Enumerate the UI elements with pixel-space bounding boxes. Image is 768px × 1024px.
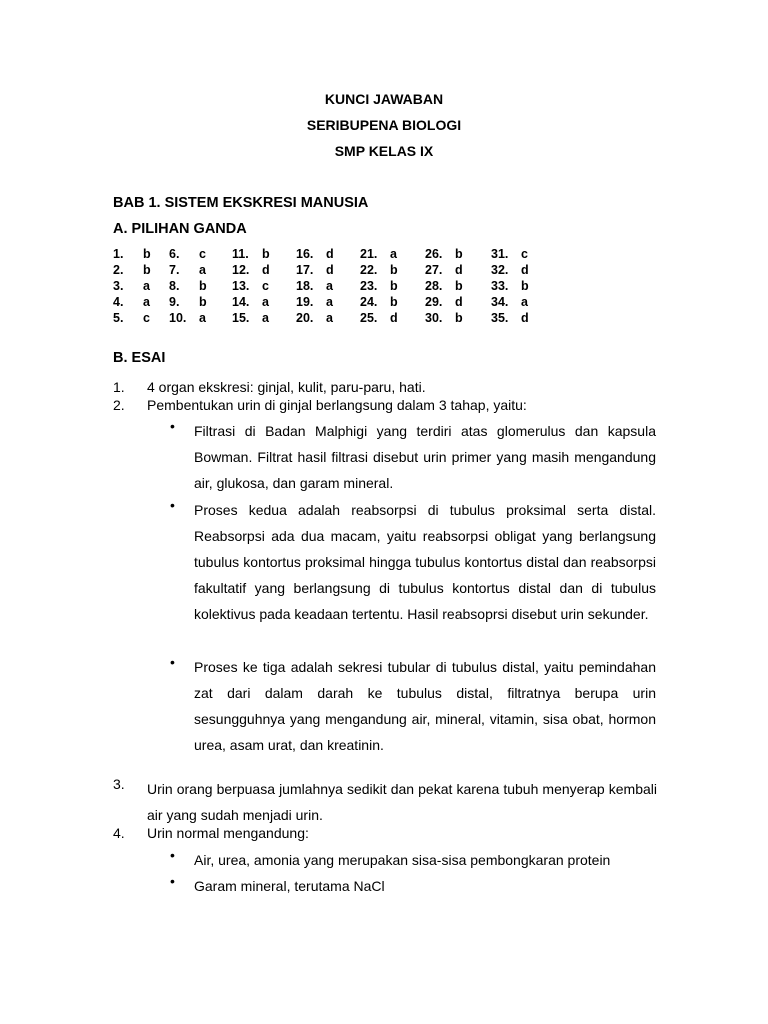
answer-row [113,295,573,311]
answer-number: 13. [232,279,250,293]
answer-choice: b [390,279,398,293]
answer-number: 32. [491,263,509,277]
answer-number: 9. [169,295,180,309]
answer-number: 20. [296,311,314,325]
doc-title-line2: SERIBUPENA BIOLOGI [306,117,462,133]
essay-text: Urin normal mengandung: [147,825,309,841]
answer-number: 4. [113,295,124,309]
answer-choice: a [199,311,206,325]
answer-choice: d [390,311,398,325]
answer-choice: a [390,247,397,261]
answer-choice: c [199,247,206,261]
bullet-text: Air, urea, amonia yang merupakan sisa-sisa pembongkaran protein [194,852,611,868]
answer-row [113,279,573,295]
answer-number: 26. [425,247,443,261]
answer-choice: a [262,295,269,309]
answer-number: 31. [491,247,509,261]
bullet-icon: • [170,873,175,889]
answer-choice: d [521,263,529,277]
answer-choice: d [521,311,529,325]
essay-number: 4. [113,825,125,841]
answer-number: 6. [169,247,180,261]
answer-number: 19. [296,295,314,309]
essay-number: 1. [113,379,125,395]
answer-choice: b [199,279,207,293]
answer-choice: a [326,279,333,293]
answer-choice: b [455,247,463,261]
answer-number: 30. [425,311,443,325]
essay-text: Pembentukan urin di ginjal berlangsung dalam 3 tahap, yaitu: [147,397,527,413]
answer-choice: d [455,263,463,277]
answer-number: 29. [425,295,443,309]
answer-choice: a [143,279,150,293]
answer-number: 27. [425,263,443,277]
answer-choice: b [455,279,463,293]
answer-choice: a [262,311,269,325]
answer-row [113,311,573,327]
answer-choice: a [326,311,333,325]
answer-number: 33. [491,279,509,293]
answer-number: 28. [425,279,443,293]
bullet-icon: • [170,847,175,863]
answer-number: 7. [169,263,180,277]
answer-choice: b [143,263,151,277]
answer-choice: c [262,279,269,293]
answer-choice: b [199,295,207,309]
answer-number: 3. [113,279,124,293]
answer-choice: a [326,295,333,309]
answer-choice: b [143,247,151,261]
answer-number: 8. [169,279,180,293]
answer-key-grid [113,247,573,327]
essay-text: 4 organ ekskresi: ginjal, kulit, paru-paru, hati. [147,379,426,395]
essay-number: 3. [113,776,125,792]
answer-choice: b [390,263,398,277]
answer-choice: d [326,247,334,261]
answer-number: 35. [491,311,509,325]
answer-number: 18. [296,279,314,293]
answer-choice: d [262,263,270,277]
bullet-icon: • [170,497,175,513]
answer-row [113,247,573,263]
answer-number: 15. [232,311,250,325]
bullet-icon: • [170,418,175,434]
chapter-heading: BAB 1. SISTEM EKSKRESI MANUSIA [113,195,369,211]
answer-choice: a [143,295,150,309]
answer-choice: a [521,295,528,309]
answer-choice: b [262,247,270,261]
answer-choice: b [521,279,529,293]
bullet-text: Proses kedua adalah reabsorpsi di tubulus proksimal serta distal. Reabsorpsi ada dua macam, yaitu reabsorpsi obligat yang berlangsung tubulus kontortus proksimal hingga tubulus kontortus distal dan reabsorpsi fakultatif yang berlangsung di tubulus kontortus distal dan di tubulus kolektivus pada keadaan tertentu. Hasil reabsoprsi disebut urin sekunder. [194,502,656,622]
answer-row [113,263,573,279]
answer-choice: d [455,295,463,309]
section-a-heading: A. PILIHAN GANDA [113,221,247,237]
answer-choice: d [326,263,334,277]
bullet-text: Filtrasi di Badan Malphigi yang terdiri atas glomerulus dan kapsula Bowman. Filtrat hasil filtrasi disebut urin primer yang masih mengandung air, glukosa, dan garam mineral. [194,423,656,491]
answer-number: 14. [232,295,250,309]
answer-choice: b [455,311,463,325]
answer-number: 22. [360,263,378,277]
essay-text: Urin orang berpuasa jumlahnya sedikit dan pekat karena tubuh menyerap kembali air yang sudah menjadi urin. [147,781,657,823]
answer-choice: a [199,263,206,277]
answer-number: 34. [491,295,509,309]
essay-number: 2. [113,397,125,413]
section-b-heading: B. ESAI [113,350,166,366]
answer-number: 2. [113,263,124,277]
answer-number: 12. [232,263,250,277]
answer-choice: c [521,247,528,261]
answer-number: 25. [360,311,378,325]
answer-number: 17. [296,263,314,277]
answer-number: 10. [169,311,187,325]
doc-title-line3: SMP KELAS IX [334,143,434,159]
answer-choice: c [143,311,150,325]
answer-number: 5. [113,311,124,325]
answer-choice: b [390,295,398,309]
bullet-icon: • [170,654,175,670]
answer-number: 1. [113,247,124,261]
answer-number: 21. [360,247,378,261]
answer-number: 11. [232,247,249,261]
bullet-text: Garam mineral, terutama NaCl [194,878,385,894]
answer-number: 16. [296,247,314,261]
answer-number: 24. [360,295,378,309]
doc-title-line1: KUNCI JAWABAN [324,91,444,107]
answer-number: 23. [360,279,378,293]
bullet-text: Proses ke tiga adalah sekresi tubular di tubulus distal, yaitu pemindahan zat dari dalam darah ke tubulus distal, filtratnya berupa urin sesungguhnya yang mengandung air, mineral, vitamin, sisa obat, hormon urea, asam urat, dan kreatinin. [194,659,656,753]
